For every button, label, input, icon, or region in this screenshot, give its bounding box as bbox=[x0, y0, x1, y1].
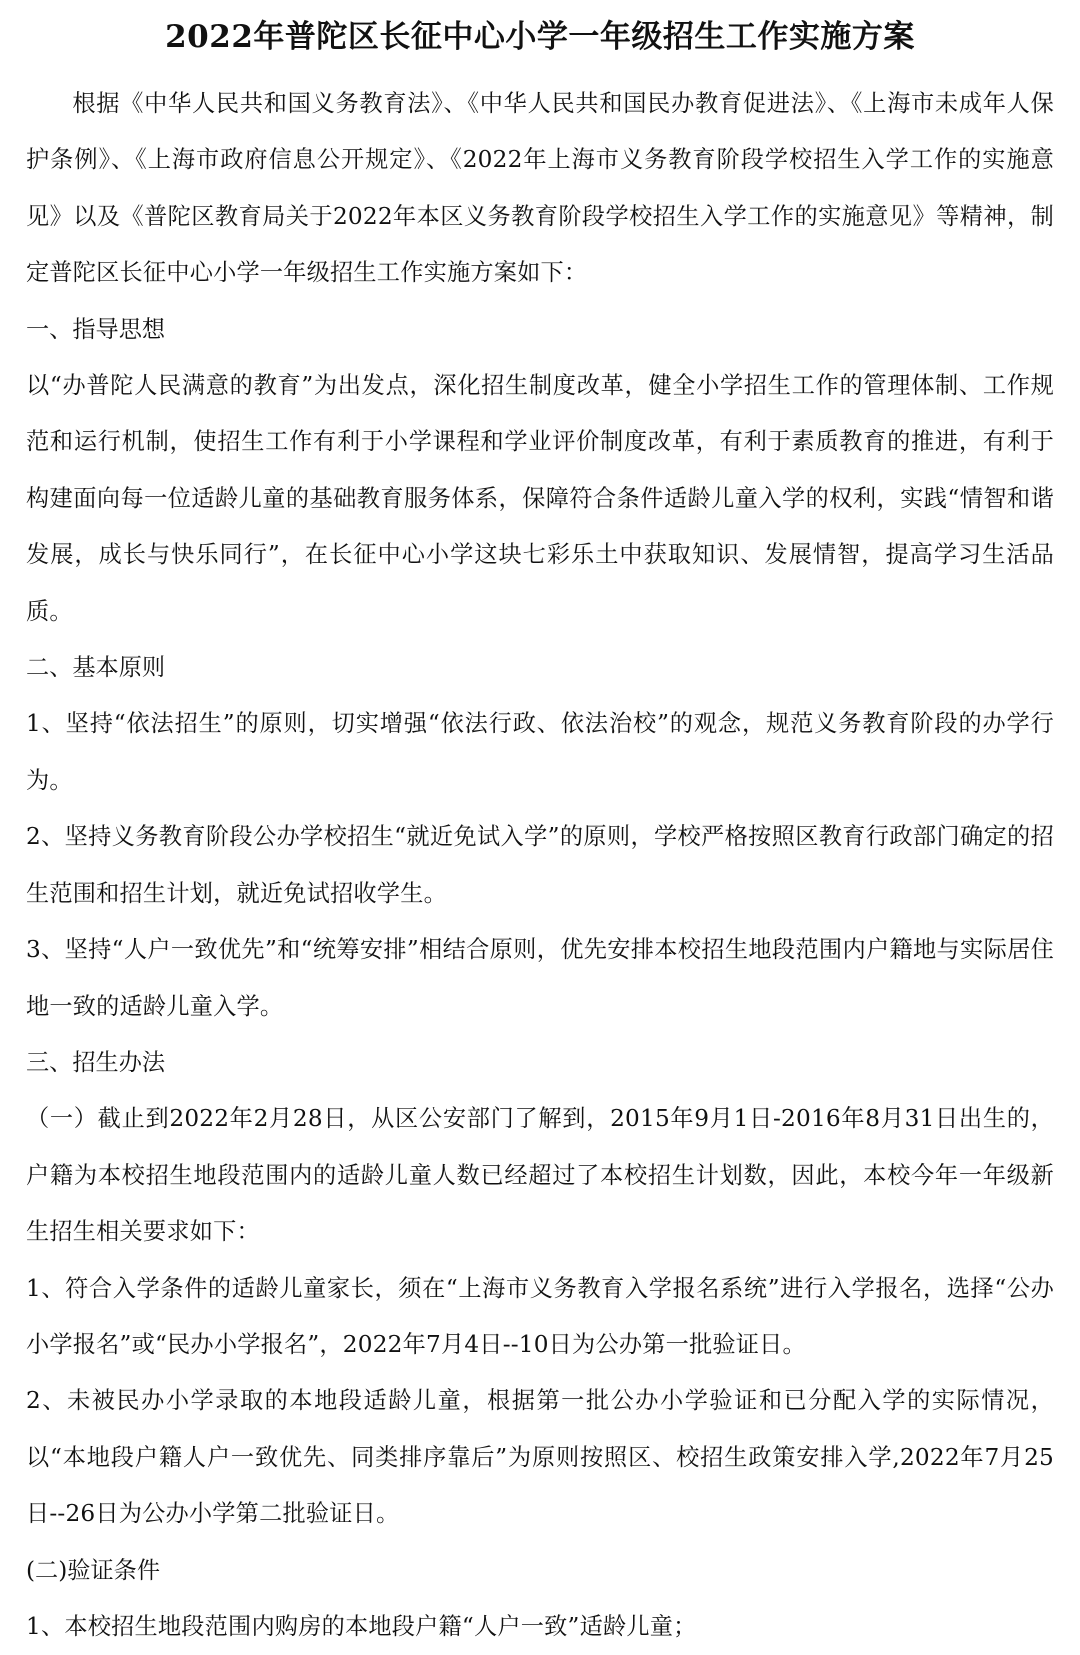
subsection-1-text: （一）截止到2022年2月28日，从区公安部门了解到，2015年9月1日-2016年8月31日出生的，户籍为本校招生地段范围内的适龄儿童人数已经超过了本校招生计划数，因此，本校今年一年级新生招生相关要求如下： bbox=[26, 1105, 1054, 1246]
intro-paragraph: 根据《中华人民共和国义务教育法》、《中华人民共和国民办教育促进法》、《上海市未成年人保护条例》、《上海市政府信息公开规定》、《2022年上海市义务教育阶段学校招生入学工作的实施意见》以及《普陀区教育局关于2022年本区义务教育阶段学校招生入学工作的实施意见》等精神，制定普陀区长征中心小学一年级招生工作实施方案如下： bbox=[26, 90, 1054, 287]
document-title: 2022年普陀区长征中心小学一年级招生工作实施方案 bbox=[165, 19, 915, 55]
section-1-heading: 一、指导思想 bbox=[26, 315, 166, 343]
section-3-heading: 三、招生办法 bbox=[26, 1048, 166, 1076]
enrollment-item-2: 2、未被民办小学录取的本地段适龄儿童，根据第一批公办小学验证和已分配入学的实际情况，以“本地段户籍人户一致优先、同类排序靠后”为原则按照区、校招生政策安排入学,2022年7月25日--26日为公办小学第二批验证日。 bbox=[26, 1387, 1054, 1528]
enrollment-item-1: 1、符合入学条件的适龄儿童家长，须在“上海市义务教育入学报名系统”进行入学报名，选择“公办小学报名”或“民办小学报名”，2022年7月4日--10日为公办第一批验证日。 bbox=[26, 1274, 1054, 1358]
principle-item-2: 2、坚持义务教育阶段公办学校招生“就近免试入学”的原则，学校严格按照区教育行政部门确定的招生范围和招生计划，就近免试招收学生。 bbox=[26, 823, 1054, 907]
principle-item-3: 3、坚持“人户一致优先”和“统筹安排”相结合原则，优先安排本校招生地段范围内户籍地与实际居住地一致的适龄儿童入学。 bbox=[26, 936, 1054, 1020]
principle-item-1: 1、坚持“依法招生”的原则，切实增强“依法行政、依法治校”的观念，规范义务教育阶段的办学行为。 bbox=[26, 710, 1054, 794]
verification-item-1: 1、本校招生地段范围内购房的本地段户籍“人户一致”适龄儿童； bbox=[26, 1612, 697, 1640]
section-2-heading: 二、基本原则 bbox=[26, 654, 166, 682]
subsection-2-heading: (二)验证条件 bbox=[26, 1556, 161, 1584]
section-1-body: 以“办普陀人民满意的教育”为出发点，深化招生制度改革，健全小学招生工作的管理体制、工作规范和运行机制，使招生工作有利于小学课程和学业评价制度改革，有利于素质教育的推进，有利于构建面向每一位适龄儿童的基础教育服务体系，保障符合条件适龄儿童入学的权利，实践“情智和谐发展，成长与快乐同行”，在长征中心小学这块七彩乐土中获取知识、发展情智，提高学习生活品质。 bbox=[26, 372, 1054, 625]
